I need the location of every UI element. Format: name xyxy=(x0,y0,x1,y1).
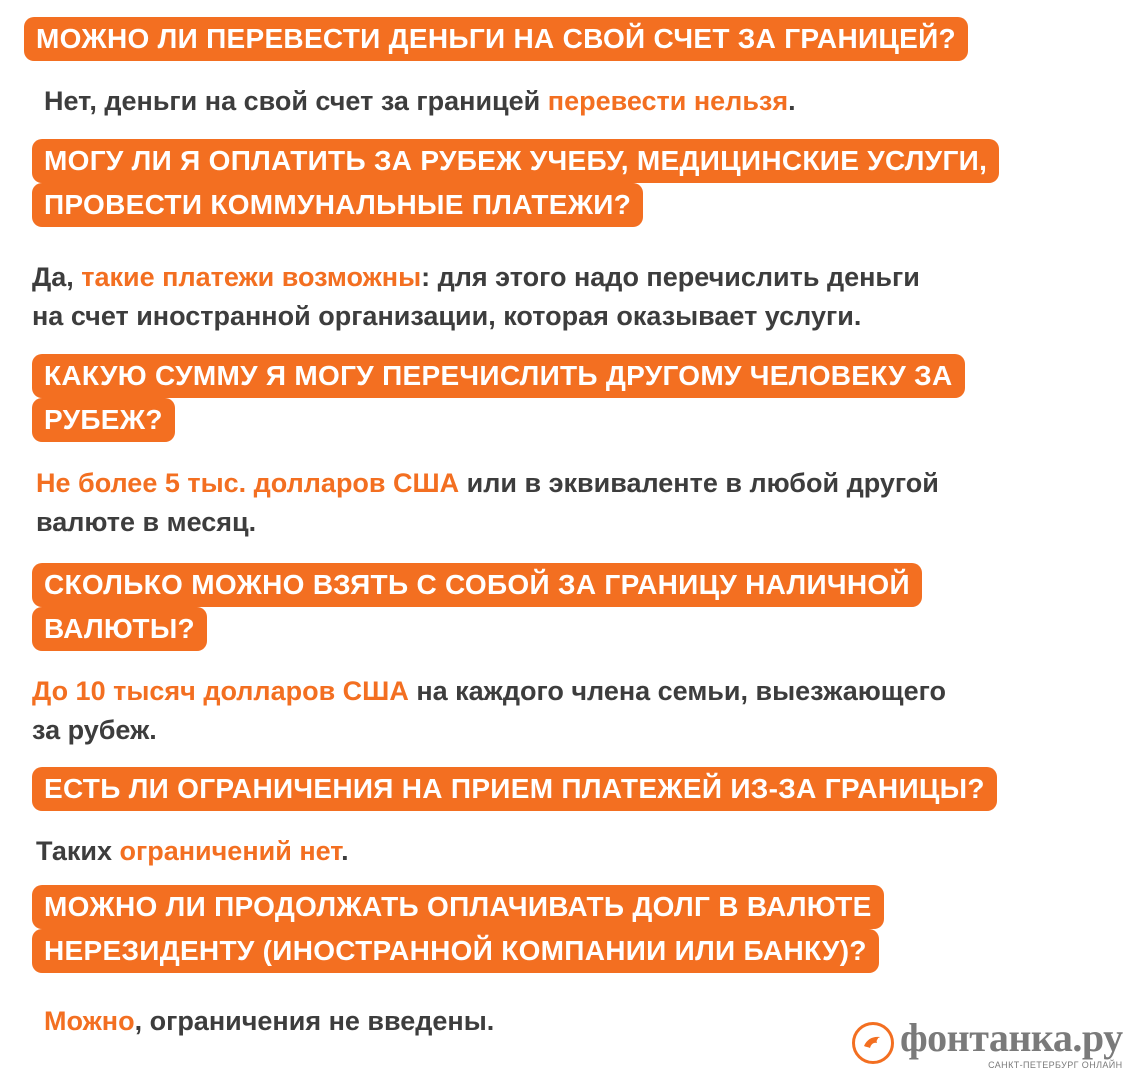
answer-3-line-2: валюте в месяц. xyxy=(36,507,257,537)
answer-2-line-2: на счет иностранной организации, которая оказывает услуги. xyxy=(32,301,862,331)
logo-subtitle: САНКТ-ПЕТЕРБУРГ ОНЛАЙН xyxy=(988,1060,1123,1070)
answer-3-line-1: Не более 5 тыс. долларов США или в эквиваленте в любой другой xyxy=(36,468,939,498)
answer-2-line-1: Да, такие платежи возможны: для этого надо перечислить деньги xyxy=(32,262,920,292)
question-6-line-1: МОЖНО ЛИ ПРОДОЛЖАТЬ ОПЛАЧИВАТЬ ДОЛГ В ВАЛЮТЕ xyxy=(32,885,884,929)
logo-name: фонтанка.ру xyxy=(900,1015,1123,1060)
answer-3 xyxy=(36,464,939,542)
answer-6 xyxy=(44,1002,494,1041)
answer-5-highlight: ограничений нет xyxy=(119,836,342,866)
question-3-line-1: КАКУЮ СУММУ Я МОГУ ПЕРЕЧИСЛИТЬ ДРУГОМУ ЧЕЛОВЕКУ ЗА xyxy=(32,354,965,398)
question-1 xyxy=(24,17,968,61)
answer-4-highlight: До 10 тысяч долларов США xyxy=(32,676,409,706)
answer-1 xyxy=(44,82,796,121)
question-3-line-2: РУБЕЖ? xyxy=(32,398,175,442)
answer-4-line-2: за рубеж. xyxy=(32,715,157,745)
question-1-line-1: МОЖНО ЛИ ПЕРЕВЕСТИ ДЕНЬГИ НА СВОЙ СЧЕТ ЗА ГРАНИЦЕЙ? xyxy=(24,17,968,61)
answer-6-highlight: Можно xyxy=(44,1006,135,1036)
question-6 xyxy=(32,885,884,973)
bird-icon xyxy=(852,1022,894,1064)
answer-1-highlight: перевести нельзя xyxy=(547,86,789,116)
fontanka-logo xyxy=(852,1015,1123,1070)
question-2-line-2: ПРОВЕСТИ КОММУНАЛЬНЫЕ ПЛАТЕЖИ? xyxy=(32,183,643,227)
question-6-line-2: НЕРЕЗИДЕНТУ (ИНОСТРАННОЙ КОМПАНИИ ИЛИ БАНКУ)? xyxy=(32,929,879,973)
question-2 xyxy=(32,139,999,227)
question-4-line-2: ВАЛЮТЫ? xyxy=(32,607,207,651)
answer-5 xyxy=(36,832,349,871)
question-4-line-1: СКОЛЬКО МОЖНО ВЗЯТЬ С СОБОЙ ЗА ГРАНИЦУ НАЛИЧНОЙ xyxy=(32,563,922,607)
answer-2-highlight: такие платежи возможны xyxy=(81,262,422,292)
answer-3-highlight: Не более 5 тыс. долларов США xyxy=(36,468,460,498)
question-2-line-1: МОГУ ЛИ Я ОПЛАТИТЬ ЗА РУБЕЖ УЧЕБУ, МЕДИЦИНСКИЕ УСЛУГИ, xyxy=(32,139,999,183)
answer-4-line-1: До 10 тысяч долларов США на каждого члена семьи, выезжающего xyxy=(32,676,946,706)
question-5 xyxy=(32,767,997,811)
answer-6-line-1: Можно, ограничения не введены. xyxy=(44,1006,495,1036)
answer-4 xyxy=(32,672,946,750)
answer-1-line-1: Нет, деньги на свой счет за границей перевести нельзя. xyxy=(44,86,796,116)
answer-2 xyxy=(32,258,920,336)
question-3 xyxy=(32,354,965,442)
question-4 xyxy=(32,563,922,651)
question-5-line-1: ЕСТЬ ЛИ ОГРАНИЧЕНИЯ НА ПРИЕМ ПЛАТЕЖЕЙ ИЗ-ЗА ГРАНИЦЫ? xyxy=(32,767,997,811)
answer-5-line-1: Таких ограничений нет. xyxy=(36,836,349,866)
